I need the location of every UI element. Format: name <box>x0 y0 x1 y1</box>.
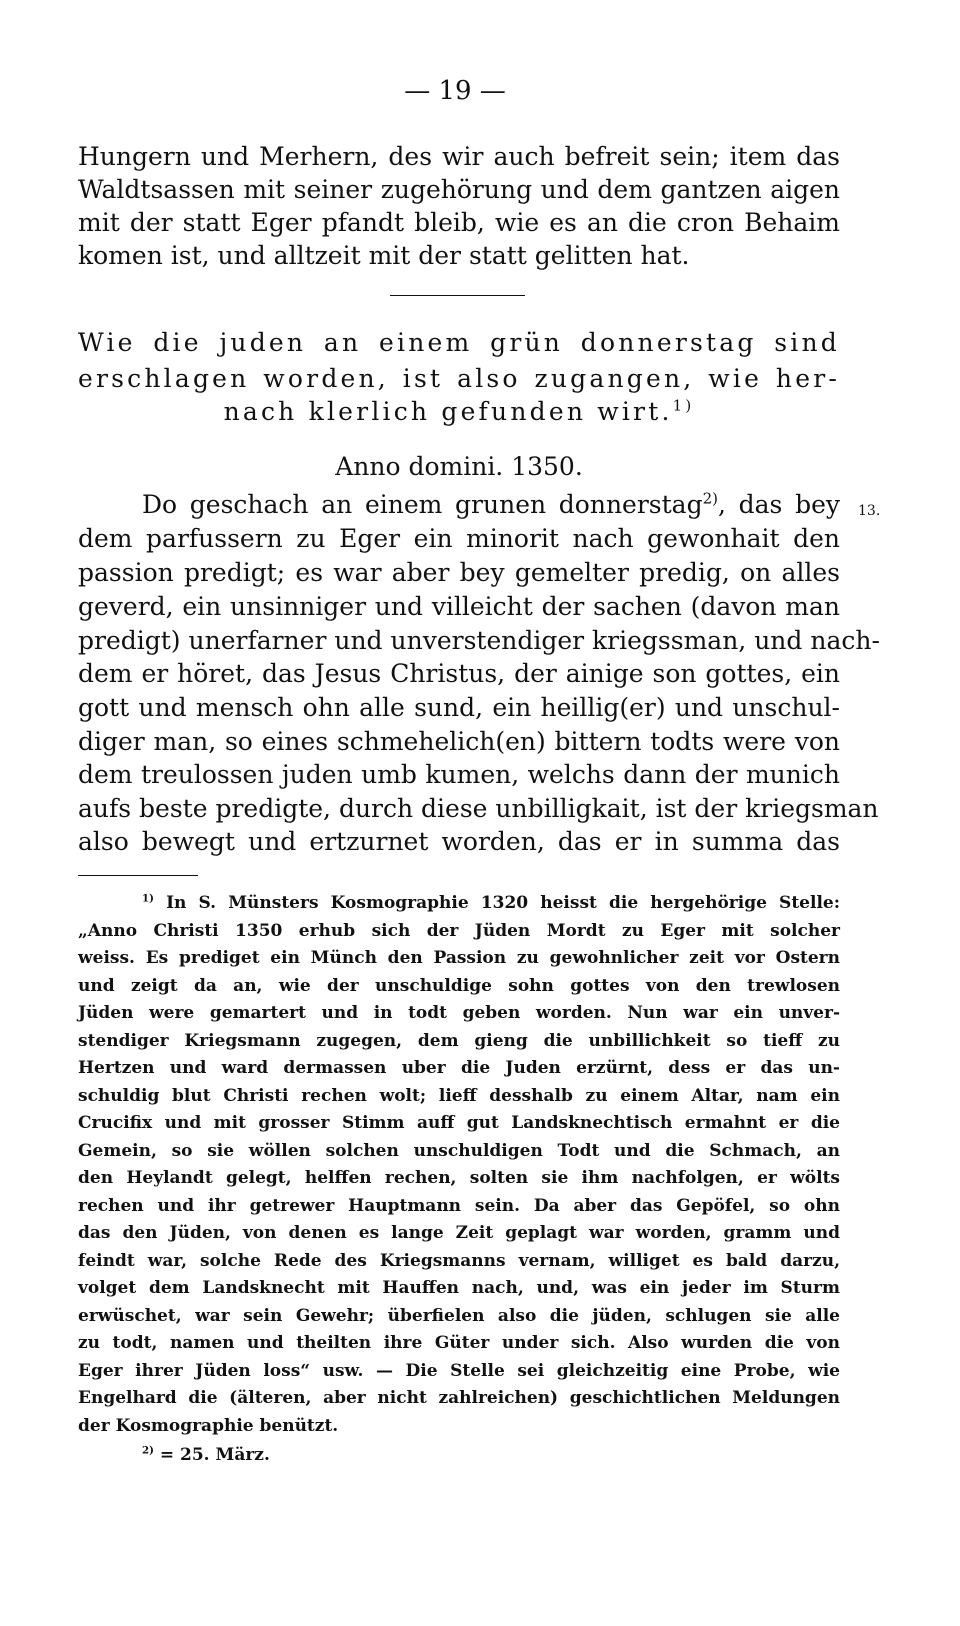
text-line: passion predigt; es war aber bey gemelter predig, on alles <box>78 558 840 587</box>
footnote-line: Eger ihrer Jüden loss“ usw. — Die Stelle sei gleichzeitig eine Probe, wie <box>78 1361 840 1381</box>
text-line: Waldtsassen mit seiner zugehörung und dem gantzen aigen <box>78 175 840 204</box>
footnote-line: Crucifix und mit grosser Stimm auff gut Landsknechtisch ermahnt er die <box>78 1113 840 1133</box>
footnote-line: Engelhard die (älteren, aber nicht zahlreichen) geschichtlichen Meldungen <box>78 1388 840 1408</box>
footnote-line: das den Jüden, von denen es lange Zeit geplagt war worden, gramm und <box>78 1223 840 1243</box>
footnote-line: „Anno Christi 1350 erhub sich der Jüden Mordt zu Eger mit solcher <box>78 921 840 941</box>
footnote-mark: 2) <box>142 1444 154 1457</box>
text-line: gott und mensch ohn alle sund, ein heillig(er) und unschul- <box>78 693 840 722</box>
footnote-ref: 2) <box>702 489 718 508</box>
footnote-mark: 1) <box>142 892 154 905</box>
year-line: Anno domini. 1350. <box>335 452 583 481</box>
heading-line: Wie die juden an einem grün donnerstag sind <box>78 328 840 357</box>
margin-note: 13. <box>858 503 881 519</box>
footnote-line: den Heylandt gelegt, helffen rechen, solten sie ihm nachfolgen, er wölts <box>78 1168 840 1188</box>
footnote-line: schuldig blut Christi rechen wolt; lieff desshalb zu einem Altar, nam ein <box>78 1086 840 1106</box>
footnote-line: volget dem Landsknecht mit Hauffen nach, und, was ein jeder im Sturm <box>78 1278 840 1298</box>
text-line: komen ist, und alltzeit mit der statt gelitten hat. <box>78 241 690 270</box>
footnote-line: $^{2)}$ = 25. März. <box>142 1444 270 1465</box>
text-line: Hungern und Merhern, des wir auch befreit sein; item das <box>78 142 840 171</box>
text-line: geverd, ein unsinniger und villeicht der sachen (davon man <box>78 592 840 621</box>
text-line: predigt) unerfarner und unverstendiger kriegssman, und nach- <box>78 626 880 655</box>
text-line: dem treulossen juden umb kumen, welchs dann der munich <box>78 760 840 789</box>
footnote-divider <box>78 875 198 876</box>
footnote-line: und zeigt da an, wie der unschuldige sohn gottes von den trewlosen <box>78 976 840 996</box>
heading-line: erschlagen worden, ist also zugangen, wie her- <box>78 364 840 393</box>
heading-line: nach klerlich gefunden wirt.$^{1)}$ <box>223 396 695 426</box>
text-line: diger man, so eines schmehelich(en) bittern todts were von <box>78 727 840 756</box>
footnote-line: zu todt, namen und theilten ihre Güter under sich. Also wurden die von <box>78 1333 840 1353</box>
footnote-line: der Kosmographie benützt. <box>78 1416 339 1436</box>
text-line: mit der statt Eger pfandt bleib, wie es an die cron Behaim <box>78 208 840 237</box>
footnote-line: stendiger Kriegsmann zugegen, dem gieng die unbillichkeit so tieff zu <box>78 1031 840 1051</box>
text-line: dem er höret, das Jesus Christus, der ainige son gottes, ein <box>78 659 840 688</box>
footnote-ref: 1) <box>672 396 695 415</box>
footnote-line: Jüden were gemartert und in todt geben worden. Nun war ein unver- <box>78 1003 840 1023</box>
footnote-line: erwüschet, war sein Gewehr; überfielen also die jüden, schlugen sie alle <box>78 1306 840 1326</box>
section-divider <box>390 295 525 296</box>
footnote-line: Gemein, so sie wöllen solchen unschuldigen Todt und die Schmach, an <box>78 1141 840 1161</box>
footnote-line: rechen und ihr getrewer Hauptmann sein. Da aber das Gepöfel, so ohn <box>78 1196 840 1216</box>
text-line: dem parfussern zu Eger ein minorit nach gewonhait den <box>78 524 840 553</box>
text-line: Do geschach an einem grunen donnerstag$^{2)}$, das bey <box>142 489 840 519</box>
footnote-line: feindt war, solche Rede des Kriegsmanns vernam, williget es bald darzu, <box>78 1251 840 1271</box>
text-line: aufs beste predigte, durch diese unbilligkait, ist der kriegsman <box>78 794 879 823</box>
footnote-line: weiss. Es prediget ein Münch den Passion zu gewohnlicher zeit vor Ostern <box>78 948 840 968</box>
footnote-line: Hertzen und ward dermassen uber die Juden erzürnt, dess er das un- <box>78 1058 840 1078</box>
page-number: — 19 — <box>404 76 506 106</box>
footnote-line: $^{1)}$ In S. Münsters Kosmographie 1320 heisst die hergehörige Stelle: <box>142 892 841 913</box>
text-line: also bewegt und ertzurnet worden, das er in summa das <box>78 827 840 856</box>
